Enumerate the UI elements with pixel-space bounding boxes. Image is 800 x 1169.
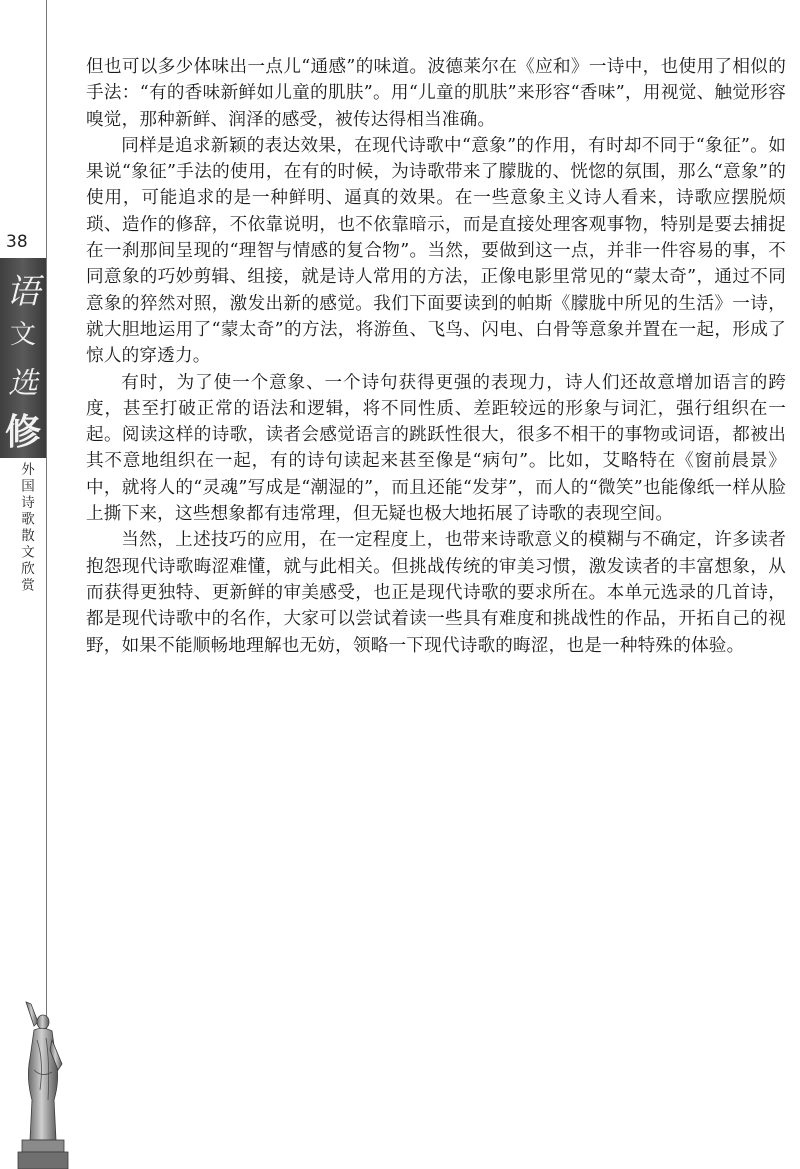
course-title-char: 修 (4, 411, 41, 453)
page-number: 38 (6, 232, 28, 252)
paragraph: 但也可以多少体味出一点儿“通感”的味道。波德莱尔在《应和》一诗中，也使用了相似的手法：“有的香味新鲜如儿童的肌肤”。用“儿童的肌肤”来形容“香味”，用视觉、触觉形容嗅觉，那种新鲜、润泽的感受，被传达得相当准确。 (86, 57, 786, 130)
statue-illustration (4, 1000, 74, 1169)
course-title-char: 文 (9, 320, 36, 350)
course-title-band (0, 258, 46, 458)
paragraph: 当然，上述技巧的应用，在一定程度上，也带来诗歌意义的模糊与不确定，许多读者抱怨现代诗歌晦涩难懂，就与此相关。但挑战传统的审美习惯，激发读者的丰富想象，从而获得更独特、更新鲜的审美感受，也正是现代诗歌的要求所在。本单元选录的几首诗，都是现代诗歌中的名作，大家可以尝试着读一些具有难度和挑战性的作品，开拓自己的视野，如果不能顺畅地理解也无妨，领略一下现代诗歌的晦涩，也是一种特殊的体验。 (86, 530, 786, 656)
course-title-char: 选 (8, 366, 38, 401)
body-text (86, 54, 786, 659)
paragraph: 同样是追求新颖的表达效果，在现代诗歌中“意象”的作用，有时却不同于“象征”。如果说“象征”手法的使用，在有的时候，为诗歌带来了朦胧的、恍惚的氛围，那么“意象”的使用，可能追求的是一种鲜明、逼真的效果。在一些意象主义诗人看来，诗歌应摆脱烦琐、造作的修辞，不依靠说明，也不依靠暗示，而是直接处理客观事物，特别是要去捕捉在一刹那间呈现的“理智与情感的复合物”。当然，要做到这一点，并非一件容易的事，不同意象的巧妙剪辑、组接，就是诗人常用的方法，正像电影里常见的“蒙太奇”，通过不同意象的猝然对照，激发出新的感觉。我们下面要读到的帕斯《朦胧中所见的生活》一诗，就大胆地运用了“蒙太奇”的方法，将游鱼、飞鸟、闪电、白骨等意象并置在一起，形成了惊人的穿透力。 (86, 135, 786, 367)
paragraph: 有时，为了使一个意象、一个诗句获得更强的表现力，诗人们还故意增加语言的跨度，甚至打破正常的语法和逻辑，将不同性质、差距较远的形象与词汇，强行组织在一起。阅读这样的诗歌，读者会感觉语言的跳跃性很大，很多不相干的事物或词语，都被出其不意地组织在一起，有的诗句读起来甚至像是“病句”。比如，艾略特在《窗前晨景》中，就将人的“灵魂”写成是“潮湿的”，而且还能“发芽”，而人的“微笑”也能像纸一样从脸上撕下来，这些想象都有违常理，但无疑也极大地拓展了诗歌的表现空间。 (86, 372, 786, 525)
margin-rule (46, 0, 47, 1169)
course-title-char: 语 (6, 272, 40, 312)
book-subtitle: 外国诗歌散文欣赏 (18, 462, 34, 594)
